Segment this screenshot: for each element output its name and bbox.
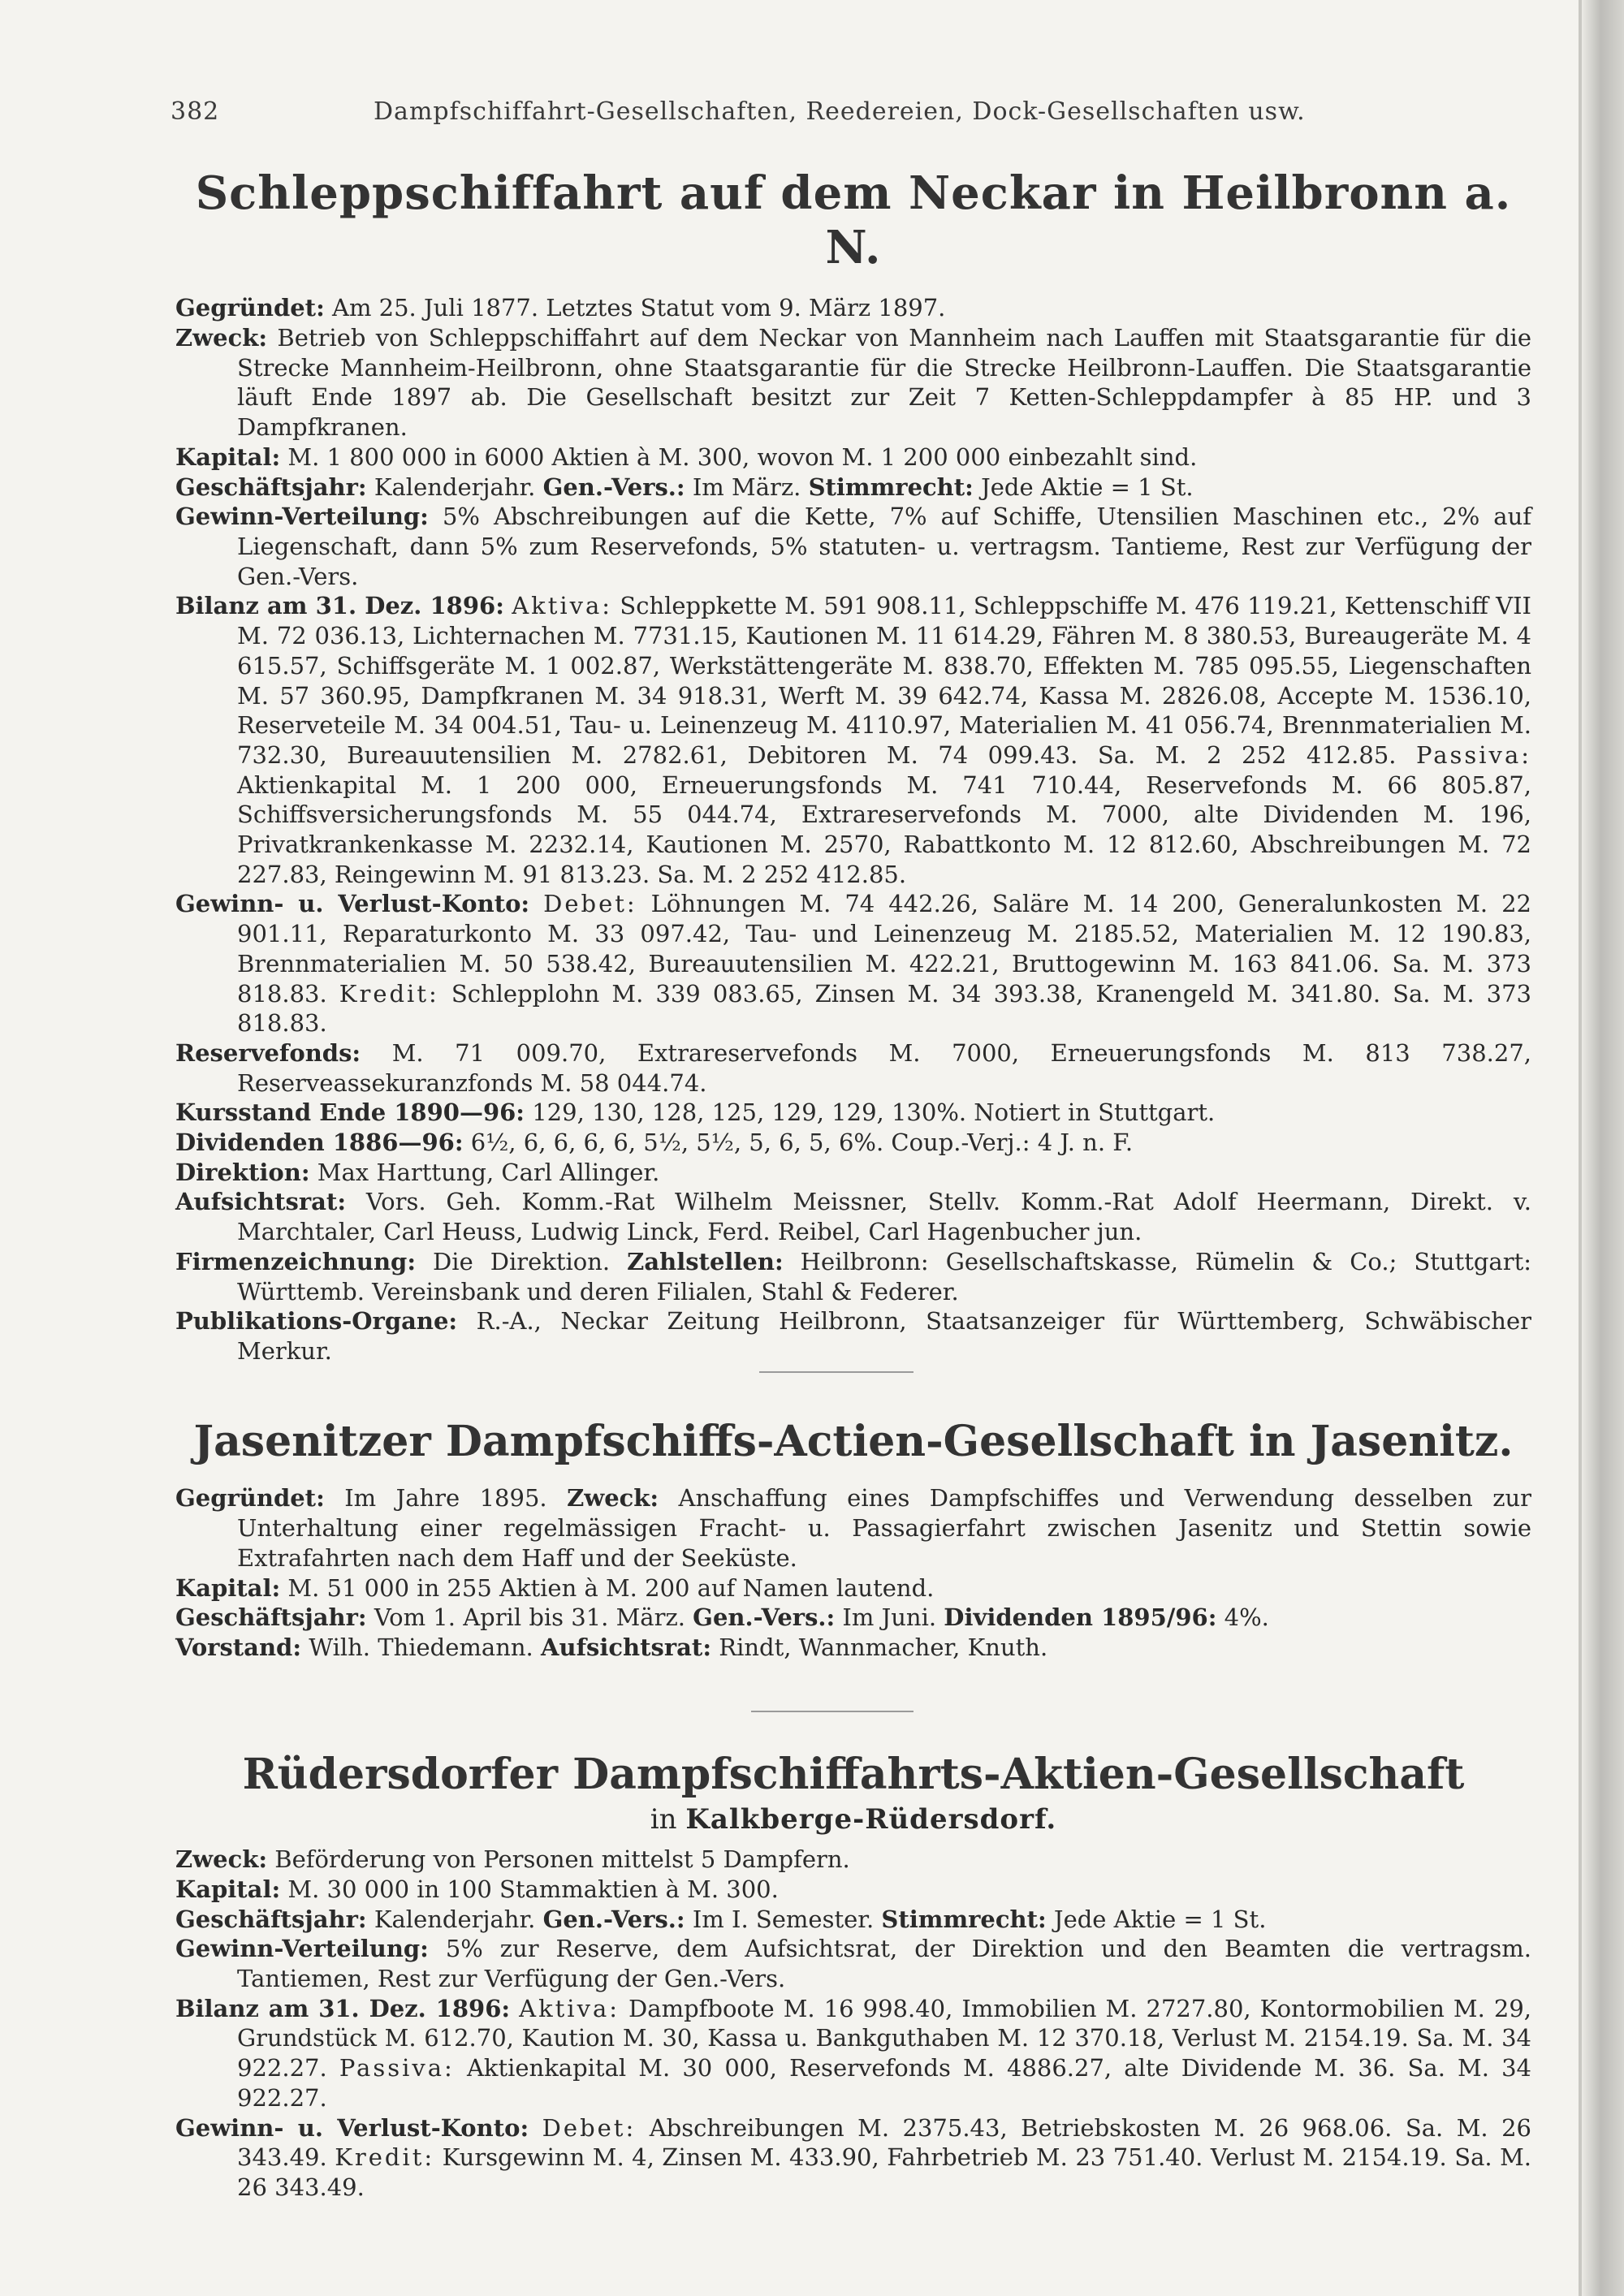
field-name: Bilanz am 31. Dez. 1896: [175,592,504,620]
entry-paragraph [175,2113,1531,2203]
field-text: Im I. Semester. [685,1905,882,1933]
company-entry-ruedersdorfer [175,1750,1531,2203]
field-text: Im März. [685,473,809,501]
field-text: Jede Aktie = 1 St. [1046,1905,1267,1933]
field-name: Firmenzeichnung: [175,1247,417,1275]
field-name: Gen.-Vers.: [542,473,685,501]
field-text: Schleppkette M. 591 908.11, Schleppschiffe M. 476 119.21, Kettenschiff VII M. 72 036.13, Lichternachen M. 7731.15, Kautionen M. 11 614.29, Fähren M. 8 380.53, Bureaugeräte M. 4 615.57, Schiffsgeräte M. 1 002.87, Werkstättengeräte M. 838.70, Effekten M. 785 095.55, Liegenschaften M. 57 360.95, Dampfkranen M. 34 918.31, Werft M. 39 642.74, Kassa M. 2826.08, Accepte M. 1536.10, Reserveteile M. 34 004.51, Tau- u. Leinenzeug M. 4110.97, Materialien M. 41 056.74, Brennmaterialien M. 732.30, Bureauutensilien M. 2782.61, Debitoren M. 74 099.43. Sa. M. 2 252 412.85. [237,592,1531,769]
field-name: Gegründet: [175,1484,325,1513]
field-text [529,2114,542,2142]
company-title: Rüdersdorfer Dampfschiffahrts-Aktien-Gesellschaft [242,1750,1465,1799]
field-name: Aufsichtsrat: [175,1188,347,1216]
field-text: M. 30 000 in 100 Stammaktien à M. 300. [280,1875,779,1903]
field-text: Vom 1. April bis 31. März. [366,1603,693,1632]
entry-paragraph [175,1573,1531,1603]
field-text [510,1995,519,2022]
field-name: Zahlstellen: [627,1247,784,1275]
entry-paragraph [175,591,1531,889]
entry-paragraph [175,889,1531,1038]
entry-paragraph [175,1875,1531,1905]
company-paragraphs [175,293,1531,1366]
entry-paragraph [175,442,1531,473]
field-text: Wilh. Thiedemann. [301,1633,541,1661]
subtitle-location: Kalkberge-Rüdersdorf. [685,1803,1057,1836]
field-name: Dividenden 1886—96: [175,1129,464,1157]
field-name: Gewinn-Verteilung: [175,503,429,531]
field-name: Zweck: [567,1484,659,1513]
field-name: Gewinn-Verteilung: [175,1935,429,1963]
field-text: Aktienkapital M. 1 200 000, Erneuerungsfonds M. 741 710.44, Reservefonds M. 66 805.87, Schiffsversicherungsfonds M. 55 044.74, Extrareservefonds M. 7000, alte Dividenden M. 196, Privatkrankenkasse M. 2232.14, Kautionen M. 2570, Rabattkonto M. 12 812.60, Abschreibungen M. 72 227.83, Reingewinn M. 91 813.23. Sa. M. 2 252 412.85. [237,770,1531,888]
field-name: Geschäftsjahr: [175,1905,367,1933]
section-label: Aktiva: [519,1994,620,2022]
running-title: Dampfschiffahrt-Gesellschaften, Reedereien, Dock-Gesellschaften usw. [374,97,1306,126]
field-name: Gewinn- u. Verlust-Konto: [175,890,530,918]
field-text: Vors. Geh. Komm.-Rat Wilhelm Meissner, Stellv. Komm.-Rat Adolf Heermann, Direkt. v. Marchtaler, Carl Heuss, Ludwig Linck, Ferd. Reibel, Carl Hagenbucher jun. [237,1188,1531,1246]
field-text: 5% Abschreibungen auf die Kette, 7% auf Schiffe, Utensilien Maschinen etc., 2% auf Liegenschaft, dann 5% zum Reservefonds, 5% statuten- u. vertragsm. Tantieme, Rest zur Verfügung der Gen.-Vers. [237,503,1531,590]
field-text: 4%. [1216,1603,1269,1632]
entry-paragraph [175,1247,1531,1306]
section-label: Passiva: [1416,740,1531,769]
section-label: Aktiva: [512,592,613,620]
entry-paragraph [175,1306,1531,1366]
field-name: Aufsichtsrat: [541,1633,712,1661]
field-text: Kalenderjahr. [366,473,543,501]
field-text: Kursgewinn M. 4, Zinsen M. 433.90, Fahrbetrieb M. 23 751.40. Verlust M. 2154.19. Sa. M. 26 343.49. [237,2143,1531,2201]
field-text: Abschreibungen M. 2375.43, Betriebskosten M. 26 968.06. Sa. M. 26 343.49. [237,2113,1531,2172]
entry-paragraph [175,1994,1531,2113]
field-text: Dampfboote M. 16 998.40, Immobilien M. 2727.80, Kontormobilien M. 29, Grundstück M. 612.70, Kaution M. 30, Kassa u. Bankguthaben M. 12 370.18, Verlust M. 2154.19. Sa. M. 34 922.27. [237,1994,1531,2082]
subtitle-prefix: in [650,1803,677,1836]
field-name: Geschäftsjahr: [175,473,367,501]
field-text: Aktienkapital M. 30 000, Reservefonds M. 4886.27, alte Dividende M. 36. Sa. M. 34 922.27. [237,2054,1531,2112]
field-name: Publikations-Organe: [175,1307,458,1336]
entry-paragraph [175,1187,1531,1246]
company-entry-schleppschiffahrt [175,166,1531,1366]
field-name: Dividenden 1895/96: [944,1603,1217,1632]
entry-paragraph [175,1158,1531,1188]
field-name: Reservefonds: [175,1038,361,1067]
field-name: Stimmrecht: [808,473,974,501]
page-number: 382 [171,97,220,126]
field-text: R.-A., Neckar Zeitung Heilbronn, Staatsanzeiger für Württemberg, Schwäbischer Merkur. [237,1307,1531,1365]
field-text: Löhnungen M. 74 442.26, Saläre M. 14 200, Generalunkosten M. 22 901.11, Reparaturkonto M. 33 097.42, Tau- und Leinenzeug M. 2185.52, Materialien M. 12 190.83, Brennmaterialien M. 50 538.42, Bureauutensilien M. 422.21, Bruttogewinn M. 163 841.06. Sa. M. 373 818.83. [237,890,1531,1008]
field-name: Vorstand: [175,1633,302,1661]
entry-paragraph [175,1128,1531,1158]
field-text: M. 1 800 000 in 6000 Aktien à M. 300, wovon M. 1 200 000 einbezahlt sind. [280,442,1198,471]
field-text: 5% zur Reserve, dem Aufsichtsrat, der Direktion und den Beamten die vertragsm. Tantiemen, Rest zur Verfügung der Gen.-Vers. [237,1935,1531,1992]
field-text: 6½, 6, 6, 6, 6, 5½, 5½, 5, 6, 5, 6%. Coup.-Verj.: 4 J. n. F. [463,1129,1134,1157]
field-text: Jede Aktie = 1 St. [973,473,1194,501]
field-name: Gen.-Vers.: [693,1603,836,1632]
company-title: Jasenitzer Dampfschiffs-Actien-Gesellschaft in Jasenitz. [193,1417,1514,1466]
field-text: Im Jahre 1895. [324,1484,568,1513]
field-text: Anschaffung eines Dampfschiffes und Verwendung desselben zur Unterhaltung einer regelmässigen Fracht- u. Passagierfahrt zwischen Jasenitz und Stettin sowie Extrafahrten nach dem Haff und der Seeküste. [237,1484,1532,1572]
field-text [504,592,512,619]
field-text: Rindt, Wannmacher, Knuth. [711,1633,1048,1661]
section-label: Kredit: [339,979,439,1008]
field-name: Gegründet: [175,294,325,322]
field-text: Beförderung von Personen mittelst 5 Dampfern. [267,1845,850,1874]
field-name: Direktion: [175,1158,310,1186]
section-label: Debet: [542,2113,637,2142]
company-paragraphs [175,1483,1531,1662]
entry-paragraph [175,1905,1531,1935]
field-name: Kursstand Ende 1890—96: [175,1098,525,1127]
field-name: Bilanz am 31. Dez. 1896: [175,1994,511,2022]
field-name: Zweck: [175,324,268,352]
entry-paragraph [175,323,1531,442]
entry-paragraph [175,1633,1531,1663]
field-text: 129, 130, 128, 125, 129, 129, 130%. Notiert in Stuttgart. [525,1098,1216,1127]
field-text: Heilbronn: Gesellschaftskasse, Rümelin & Co.; Stuttgart: Württemb. Vereinsbank und deren Filialen, Stahl & Federer. [237,1247,1532,1306]
field-text: M. 71 009.70, Extrareservefonds M. 7000, Erneuerungsfonds M. 813 738.27, Reserveassekuranzfonds M. 58 044.74. [237,1038,1531,1097]
field-text: M. 51 000 in 255 Aktien à M. 200 auf Namen lautend. [280,1573,935,1602]
field-text: Schlepplohn M. 339 083.65, Zinsen M. 34 393.38, Kranengeld M. 341.80. Sa. M. 373 818.83. [237,979,1531,1038]
company-paragraphs [175,1845,1531,2202]
entry-paragraph [175,1098,1531,1128]
field-text: Die Direktion. [416,1247,628,1275]
entry-paragraph [175,293,1531,323]
field-name: Gewinn- u. Verlust-Konto: [175,2113,529,2142]
field-text: Im Juni. [835,1603,944,1632]
entry-paragraph [175,1934,1531,1993]
field-name: Kapital: [175,442,281,471]
field-text: Am 25. Juli 1877. Letztes Statut vom 9. März 1897. [324,294,946,322]
entry-paragraph [175,502,1531,591]
field-text: Max Harttung, Carl Allinger. [309,1158,660,1186]
field-name: Geschäftsjahr: [175,1603,367,1632]
field-name: Kapital: [175,1573,281,1602]
entry-paragraph [175,1483,1531,1573]
entry-paragraph [175,1845,1531,1875]
field-text: Kalenderjahr. [366,1905,543,1933]
field-name: Zweck: [175,1845,268,1874]
company-title: Schleppschiffahrt auf dem Neckar in Heilbronn a. N. [195,166,1512,275]
field-name: Kapital: [175,1875,281,1903]
page-gutter-shadow [1582,0,1624,2296]
section-label: Passiva: [339,2054,455,2082]
entry-paragraph [175,1038,1531,1098]
section-label: Debet: [543,890,637,918]
field-name: Stimmrecht: [881,1905,1047,1933]
field-text [529,890,543,917]
field-name: Gen.-Vers.: [542,1905,685,1933]
section-divider [751,1711,914,1712]
section-label: Kredit: [335,2143,435,2172]
section-divider [759,1371,914,1373]
field-text: Betrieb von Schleppschiffahrt auf dem Neckar von Mannheim nach Lauffen mit Staatsgarantie für die Strecke Mannheim-Heilbronn, ohne Staatsgarantie für die Strecke Heilbronn-Lauffen. Die Staatsgarantie läuft Ende 1897 ab. Die Gesellschaft besitzt zur Zeit 7 Ketten-Schleppdampfer à 85 HP. und 3 Dampfkranen. [237,324,1531,442]
company-subtitle [175,1803,1531,1836]
company-entry-jasenitzer [175,1417,1531,1663]
entry-paragraph [175,1603,1531,1633]
entry-paragraph [175,473,1531,503]
